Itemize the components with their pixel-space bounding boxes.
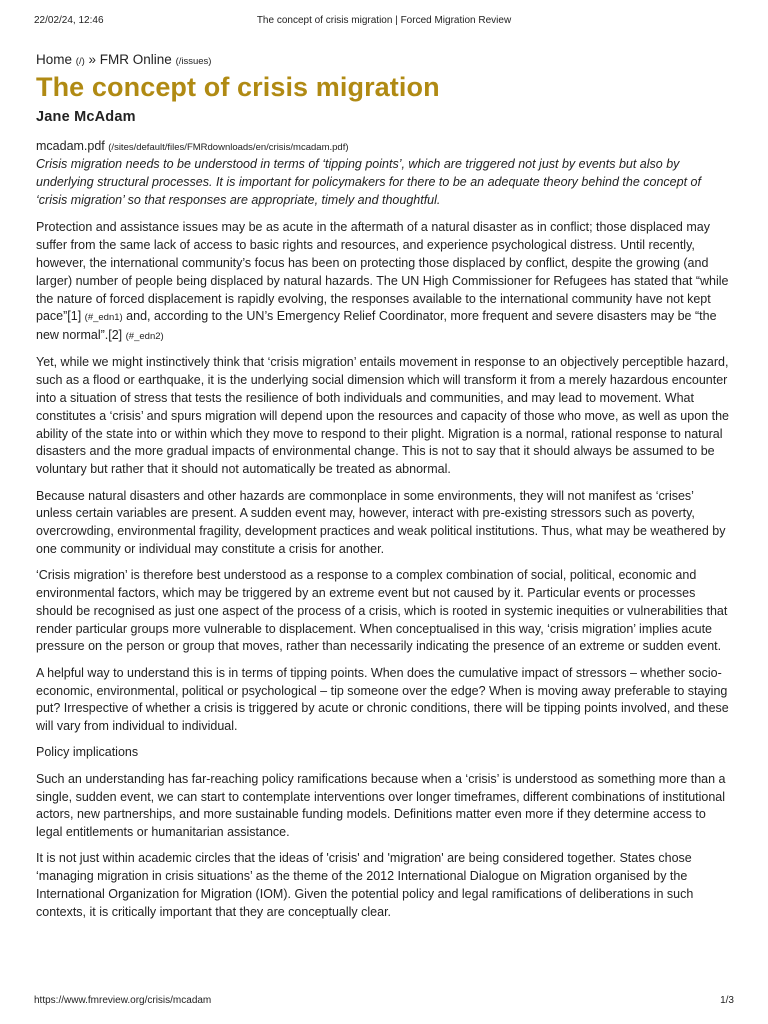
body-paragraph-4: ‘Crisis migration’ is therefore best understood as a response to a complex combination of social, political, economic and environmental factors, which may be triggered by an extreme event but not caused by it. Particular events or processes should be recognised as just one aspect of the process of a crisis, which is rooted in systemic inequities or vulnerabilities that render particular groups more vulnerable to displacement. When conceptualised in this way, ‘crisis migration’ implies acute pressure on the person or group that moves, rather than necessarily indicating the presence of an extreme or sudden event. bbox=[36, 568, 728, 654]
breadcrumb-separator: » bbox=[88, 52, 97, 67]
breadcrumb-section-link[interactable]: FMR Online bbox=[99, 52, 172, 67]
article-content bbox=[36, 51, 732, 922]
print-url: https://www.fmreview.org/crisis/mcadam bbox=[34, 995, 212, 1006]
footnote-1-href: (#_edn1) bbox=[84, 312, 123, 324]
page-title: The concept of crisis migration bbox=[36, 72, 440, 102]
footnote-1-link[interactable]: [1] bbox=[67, 309, 82, 324]
print-datetime: 22/02/24, 12:46 bbox=[34, 15, 104, 26]
paragraph-1-text-b: and, according to the UN’s Emergency Relief Coordinator, more frequent and severe disasters may be “the new normal”. bbox=[36, 309, 717, 343]
breadcrumb-home-href: (/) bbox=[75, 56, 85, 67]
body-paragraph-7: It is not just within academic circles that the ideas of 'crisis' and 'migration' are being considered together. States chose ‘managing migration in crisis situations’ as the theme of the 2012 International Dialogue on Migration organised by the International Organization for Migration (IOM). Given the potential policy and legal ramifications of deliberations in such contexts, it is critically important that they are conceptually clear. bbox=[36, 851, 694, 919]
footnote-2-link[interactable]: [2] bbox=[108, 328, 123, 343]
pdf-download bbox=[36, 138, 732, 156]
breadcrumb-home-link[interactable]: Home bbox=[36, 52, 73, 67]
paragraph-1-text-a: Protection and assistance issues may be as acute in the aftermath of a natural disaster as in conflict; those displaced may suffer from the same lack of access to basic rights and resources, and experience psychological distress. Until recently, however, the international community’s focus has been on protecting those displaced by conflict, despite the growing (and larger) number of people being displaced by natural hazards. The UN High Commissioner for Refugees has stated that “while the nature of forced displacement is rapidly evolving, the responses available to the international community have not kept pace” bbox=[36, 220, 729, 324]
article-lede: Crisis migration needs to be understood in terms of ‘tipping points’, which are triggered not just by events but also by underlying structural processes. It is important for policymakers for there to be an adequate theory behind the concept of ‘crisis migration’ so that responses are appropriate, timely and thoughtful. bbox=[36, 157, 701, 207]
section-subheading: Policy implications bbox=[36, 745, 139, 760]
print-header bbox=[34, 15, 734, 29]
body-paragraph-6: Such an understanding has far-reaching policy ramifications because when a ‘crisis’ is understood as something more than a single, sudden event, we can start to contemplate interventions over longer timeframes, different combinations of institutional actors, new partnerships, and more sustainable funding models. Definitions matter even more if they determine access to legal entitlements or humanitarian assistance. bbox=[36, 771, 726, 840]
print-footer bbox=[34, 995, 734, 1009]
pdf-download-link[interactable]: mcadam.pdf bbox=[36, 139, 105, 153]
footnote-2-href: (#_edn2) bbox=[125, 331, 164, 343]
pdf-download-href: (/sites/default/files/FMRdownloads/en/crisis/mcadam.pdf) bbox=[108, 142, 349, 153]
print-page-title: The concept of crisis migration | Forced Migration Review bbox=[256, 15, 512, 26]
body-paragraph-3: Because natural disasters and other hazards are commonplace in some environments, they will not manifest as ‘crises’ unless certain variables are present. A sudden event may, however, interact with pre-existing stressors such as poverty, overcrowding, environmental fragility, development practices and weak political institutions. Thus, what may be weathered by one community or individual may constitute a crisis for another. bbox=[36, 488, 726, 556]
article-body bbox=[36, 219, 732, 921]
article-author: Jane McAdam bbox=[36, 109, 136, 125]
print-page-number: 1/3 bbox=[720, 995, 734, 1006]
body-paragraph-1 bbox=[36, 219, 732, 346]
breadcrumb-section-href: (/issues) bbox=[175, 56, 212, 67]
body-paragraph-5: A helpful way to understand this is in terms of tipping points. When does the cumulative impact of stressors – whether socio-economic, environmental, political or psychological – tip someone over the edge? When is moving away preferable to staying put? Irrespective of whether a crisis is triggered by acute or chronic conditions, there will be tipping points involved, and these will vary from individual to individual. bbox=[36, 665, 729, 734]
breadcrumb bbox=[36, 51, 732, 71]
body-paragraph-2: Yet, while we might instinctively think that ‘crisis migration’ entails movement in response to an objectively perceptible hazard, such as a flood or earthquake, it is the underlying social dimension which will transform it from a merely hazardous encounter into a situation of stress that tests the resilience of both individuals and communities, and may lead to movement. What constitutes a ‘crisis’ and spurs migration will depend upon the resources and capacity of those who move, as well as upon the ability of the state into or within which they move to respond to their plight. Migration is a normal, rational response to natural disasters and the more gradual impacts of environmental change. This is not to say that it should always be assumed to be voluntary but rather that it should not automatically be treated as abnormal. bbox=[36, 355, 729, 477]
